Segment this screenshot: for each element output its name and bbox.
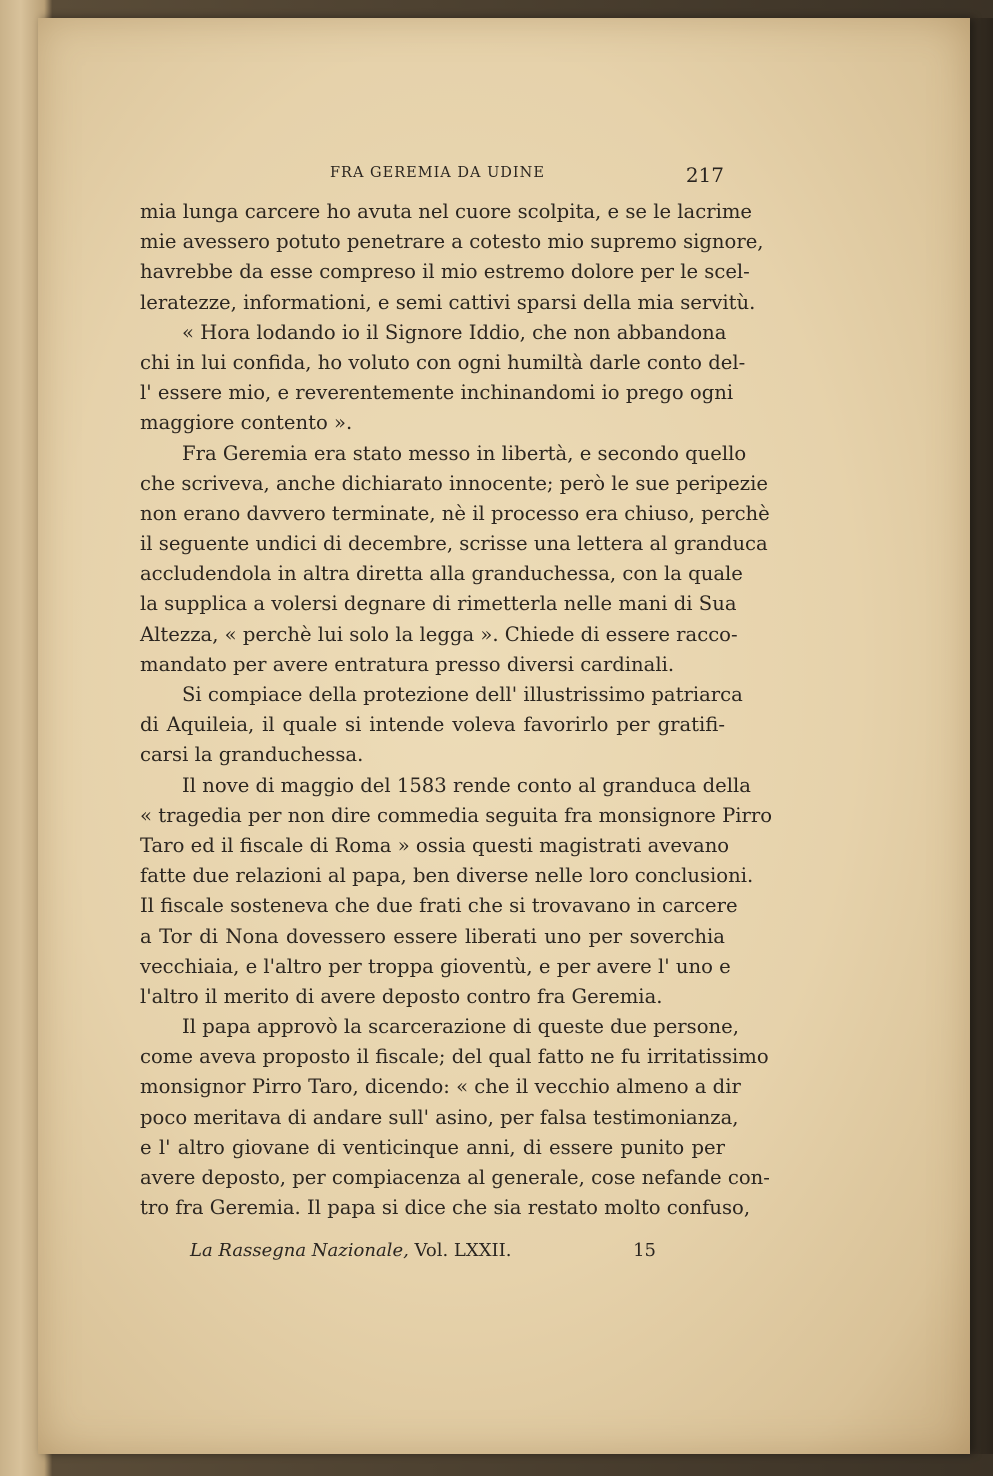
running-header [330, 163, 724, 189]
text-line: « Hora lodando io il Signore Iddio, che non abbandona [182, 320, 727, 344]
text-line: mie avessero potuto penetrare a cotesto mio supremo signore, [140, 230, 764, 254]
text-line: e l' altro giovane di venticinque anni, di essere punito per [140, 1135, 725, 1159]
text-line: « tragedia per non dire commedia seguita fra monsignore Pirro [140, 803, 773, 827]
text-line: Altezza, « perchè lui solo la legga ». Chiede di essere racco- [140, 622, 738, 646]
running-title: FRA GEREMIA DA UDINE [330, 165, 545, 181]
text-line: non erano davvero terminate, nè il processo era chiuso, perchè [140, 501, 770, 525]
text-line: Taro ed il fiscale di Roma » ossia questi magistrati avevano [140, 833, 730, 857]
text-line: havrebbe da esse compreso il mio estremo dolore per le scel- [140, 260, 750, 284]
text-line: mia lunga carcere ho avuta nel cuore scolpita, e se le lacrime [140, 200, 753, 223]
text-line: che scriveva, anche dichiarato innocente; però le sue peripezie [140, 471, 768, 495]
text-line: accludendola in altra diretta alla granduchessa, con la quale [140, 562, 743, 586]
volume-number: Vol. LXXII. [414, 1240, 512, 1261]
body-text [140, 197, 773, 1223]
text-line: vecchiaia, e l'altro per troppa gioventù, e per avere l' uno e [140, 954, 731, 978]
text-line: leratezze, informationi, e semi cattivi sparsi della mia servitù. [140, 290, 756, 314]
journal-title: La Rassegna Nazionale, [190, 1240, 409, 1261]
text-line: Il nove di maggio del 1583 rende conto al granduca della [182, 773, 751, 797]
text-line: Il fiscale sosteneva che due frati che si trovavano in carcere [140, 894, 738, 918]
text-line: l' essere mio, e reverentemente inchinandomi io prego ogni [140, 381, 734, 405]
text-line: l'altro il merito di avere deposto contro fra Geremia. [140, 984, 663, 1008]
text-line: Il papa approvò la scarcerazione di queste due persone, [182, 1015, 739, 1039]
text-line: Si compiace della protezione dell' illustrissimo patriarca [182, 683, 743, 706]
text-line: monsignor Pirro Taro, dicendo: « che il vecchio almeno a dir [140, 1075, 741, 1099]
page-footer [190, 1240, 670, 1268]
text-line: maggiore contento ». [140, 411, 353, 435]
text-line: carsi la granduchessa. [140, 743, 364, 767]
text-line: di Aquileia, il quale si intende voleva favorirlo per gratifi- [140, 713, 725, 737]
text-line: come aveva proposto il fiscale; del qual fatto ne fu irritatissimo [140, 1045, 769, 1069]
text-line: Fra Geremia era stato messo in libertà, e secondo quello [182, 441, 747, 465]
page-number: 217 [685, 163, 724, 187]
text-line: poco meritava di andare sull' asino, per falsa testimonianza, [140, 1105, 739, 1129]
text-line: avere deposto, per compiacenza al generale, cose nefande con- [140, 1166, 770, 1189]
text-line: fatte due relazioni al papa, ben diverse nelle loro conclusioni. [140, 864, 754, 888]
text-line: mandato per avere entratura presso diversi cardinali. [140, 652, 675, 676]
text-line: il seguente undici di decembre, scrisse una lettera al granduca [140, 532, 768, 556]
signature-mark: 15 [633, 1240, 656, 1261]
text-line: la supplica a volersi degnare di rimetterla nelle mani di Sua [140, 592, 737, 616]
text-line: chi in lui confida, ho voluto con ogni humiltà darle conto del- [140, 350, 746, 374]
footer-citation [190, 1240, 511, 1261]
text-line: tro fra Geremia. Il papa si dice che sia restato molto confuso, [140, 1196, 751, 1220]
text-line: a Tor di Nona dovessero essere liberati uno per soverchia [140, 924, 725, 948]
